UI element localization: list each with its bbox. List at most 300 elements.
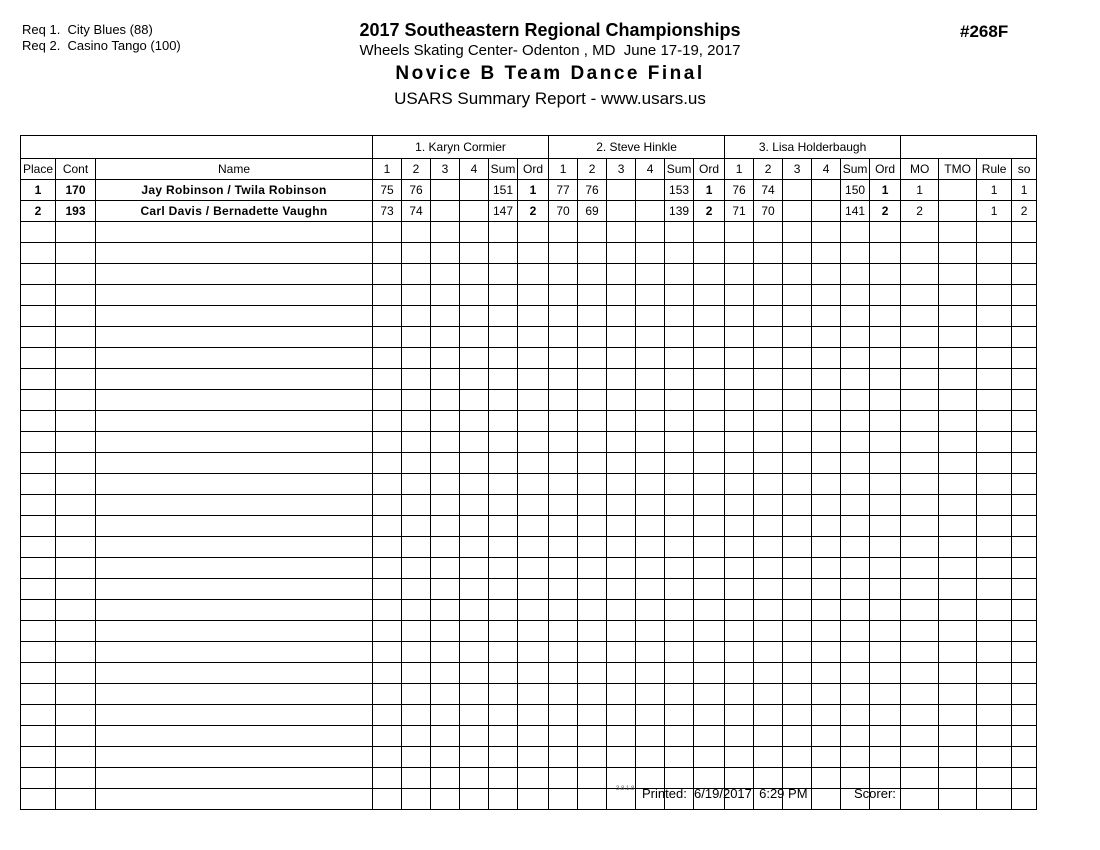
score-cell [754,327,783,348]
score-cell [754,348,783,369]
score-cell [460,390,489,411]
cont-cell [56,579,96,600]
mo-cell [901,663,939,684]
score-cell [402,285,431,306]
cont-cell [56,432,96,453]
score-cell [402,600,431,621]
col-header-3: 3 [607,159,636,180]
ord-cell [694,684,725,705]
score-cell [549,327,578,348]
ord-cell [518,432,549,453]
ord-cell [518,369,549,390]
score-cell [607,663,636,684]
sum-cell: 141 [841,201,870,222]
so-cell [1012,663,1037,684]
sum-cell [489,411,518,432]
score-cell [431,642,460,663]
score-cell [636,537,665,558]
place-cell [21,327,56,348]
score-cell [607,474,636,495]
score-cell [578,264,607,285]
score-cell [636,411,665,432]
ord-cell [694,222,725,243]
sum-cell [489,705,518,726]
score-cell [754,663,783,684]
sum-cell [665,390,694,411]
tmo-cell [939,432,977,453]
mo-cell [901,768,939,789]
score-cell [812,789,841,810]
score-cell [431,495,460,516]
score-cell [783,621,812,642]
empty-row [21,537,1037,558]
col-header-2: 2 [578,159,607,180]
score-cell [783,390,812,411]
score-cell [754,432,783,453]
cont-cell [56,684,96,705]
software-version: 3.8.1.8 [616,786,635,792]
empty-row [21,390,1037,411]
sum-cell [665,432,694,453]
score-cell [725,558,754,579]
score-cell [607,726,636,747]
mo-cell [901,495,939,516]
score-cell [725,348,754,369]
score-cell [373,705,402,726]
ord-cell [870,684,901,705]
ord-cell [694,516,725,537]
score-cell [754,474,783,495]
score-cell [460,663,489,684]
name-cell [96,222,373,243]
sum-cell [489,348,518,369]
event-number: #268F [960,22,1009,41]
score-cell [783,516,812,537]
score-cell [578,516,607,537]
rule-cell [977,537,1012,558]
sum-cell [841,600,870,621]
score-cell [373,600,402,621]
empty-row [21,705,1037,726]
mo-cell [901,726,939,747]
score-cell [725,726,754,747]
col-header-so: so [1012,159,1037,180]
name-cell [96,579,373,600]
cont-cell [56,663,96,684]
score-cell [812,642,841,663]
score-cell [783,411,812,432]
so-cell [1012,537,1037,558]
sum-cell [841,579,870,600]
score-cell [431,180,460,201]
score-cell [812,306,841,327]
ord-cell [694,432,725,453]
tmo-cell [939,390,977,411]
mo-cell [901,264,939,285]
sum-cell [665,348,694,369]
cont-cell [56,558,96,579]
mo-cell [901,222,939,243]
name-cell [96,768,373,789]
score-cell [812,768,841,789]
sum-cell [489,642,518,663]
score-cell [549,285,578,306]
sum-cell [841,558,870,579]
sum-cell [841,621,870,642]
score-cell [783,369,812,390]
so-cell [1012,789,1037,810]
empty-row [21,243,1037,264]
col-header-1: 1 [549,159,578,180]
score-cell [636,579,665,600]
score-cell [431,411,460,432]
empty-row [21,264,1037,285]
score-cell [636,663,665,684]
sum-cell [489,600,518,621]
ord-cell [518,495,549,516]
score-cell [725,684,754,705]
sum-cell [841,327,870,348]
ord-cell: 1 [870,180,901,201]
sum-cell [841,243,870,264]
sum-cell [489,453,518,474]
mo-cell [901,558,939,579]
score-cell [549,348,578,369]
place-cell [21,768,56,789]
so-cell [1012,516,1037,537]
place-cell [21,789,56,810]
score-cell: 69 [578,201,607,222]
score-cell [549,537,578,558]
ord-cell [694,558,725,579]
score-cell [402,495,431,516]
so-cell [1012,621,1037,642]
score-cell [636,327,665,348]
score-cell [812,747,841,768]
tmo-cell [939,621,977,642]
rule-cell [977,327,1012,348]
score-cell [636,243,665,264]
score-cell: 70 [549,201,578,222]
score-cell [636,495,665,516]
place-cell [21,411,56,432]
ord-cell [870,558,901,579]
score-cell [607,327,636,348]
score-cell [578,369,607,390]
score-cell [812,264,841,285]
score-cell [754,600,783,621]
score-cell [431,516,460,537]
score-cell: 76 [402,180,431,201]
ord-cell [694,600,725,621]
mo-cell [901,516,939,537]
rule-cell [977,684,1012,705]
rule-cell [977,579,1012,600]
ord-cell [518,558,549,579]
judge-header-2: 2. Steve Hinkle [549,136,725,159]
score-cell [373,558,402,579]
mo-cell: 2 [901,201,939,222]
place-cell [21,432,56,453]
so-cell [1012,327,1037,348]
score-cell [460,537,489,558]
so-cell [1012,369,1037,390]
page-title: 2017 Southeastern Regional Championships [359,20,741,40]
empty-row [21,579,1037,600]
rule-cell [977,558,1012,579]
sum-cell [489,768,518,789]
empty-row [21,600,1037,621]
empty-row [21,432,1037,453]
sum-cell: 150 [841,180,870,201]
so-cell [1012,558,1037,579]
mo-cell: 1 [901,180,939,201]
printed-timestamp [642,786,808,801]
score-cell [607,453,636,474]
score-cell [578,705,607,726]
sum-cell [665,285,694,306]
score-cell [607,600,636,621]
rule-cell [977,306,1012,327]
score-cell [607,621,636,642]
empty-row [21,621,1037,642]
sum-cell [489,264,518,285]
score-cell [783,579,812,600]
score-cell [431,243,460,264]
score-cell [460,726,489,747]
score-cell [431,327,460,348]
so-cell: 2 [1012,201,1037,222]
score-cell [725,642,754,663]
score-cell [783,747,812,768]
ord-cell [870,600,901,621]
so-cell [1012,495,1037,516]
sum-cell [665,264,694,285]
score-cell [402,684,431,705]
ord-cell [518,306,549,327]
score-cell [431,558,460,579]
score-cell [812,474,841,495]
score-cell [373,327,402,348]
score-cell [578,642,607,663]
score-cell [636,621,665,642]
score-cell [578,684,607,705]
name-cell [96,684,373,705]
score-cell [578,327,607,348]
score-cell [402,726,431,747]
score-cell [636,222,665,243]
tmo-cell [939,285,977,306]
col-header-sum: Sum [665,159,694,180]
score-cell [402,411,431,432]
cont-cell [56,411,96,432]
name-cell [96,285,373,306]
name-cell [96,348,373,369]
score-cell [607,432,636,453]
sum-cell [841,348,870,369]
score-cell [725,390,754,411]
score-cell [549,768,578,789]
sum-cell [841,264,870,285]
score-cell [402,432,431,453]
score-cell [725,432,754,453]
mo-cell [901,747,939,768]
venue-line: Wheels Skating Center- Odenton , MD June 17-19, 2017 [359,42,741,59]
empty-row [21,348,1037,369]
col-header-4: 4 [812,159,841,180]
scorer-label: Scorer: [854,786,896,801]
col-header-ord: Ord [518,159,549,180]
tmo-cell [939,726,977,747]
ord-cell [518,348,549,369]
mo-cell [901,600,939,621]
sum-cell [489,369,518,390]
sum-cell [665,621,694,642]
empty-row [21,684,1037,705]
score-cell [373,453,402,474]
score-cell [549,411,578,432]
col-header-cont: Cont [56,159,96,180]
score-cell [725,327,754,348]
score-cell [725,222,754,243]
rule-cell [977,663,1012,684]
score-cell [402,537,431,558]
cont-cell [56,705,96,726]
sum-cell [665,516,694,537]
sum-cell [489,537,518,558]
place-cell [21,348,56,369]
sum-cell [665,705,694,726]
score-cell [402,327,431,348]
score-cell [402,222,431,243]
sum-cell [841,222,870,243]
score-cell [607,201,636,222]
ord-cell [518,453,549,474]
sum-cell [489,432,518,453]
score-cell [754,411,783,432]
ord-cell [870,621,901,642]
score-cell [431,369,460,390]
score-cell [607,243,636,264]
score-cell [460,516,489,537]
score-cell [812,285,841,306]
tmo-cell [939,789,977,810]
score-cell [725,411,754,432]
so-cell [1012,264,1037,285]
column-header-row [21,159,1037,180]
cont-cell [56,306,96,327]
ord-cell [870,306,901,327]
sum-cell [489,243,518,264]
score-cell [636,684,665,705]
score-cell [460,222,489,243]
ord-cell [870,474,901,495]
score-cell [636,600,665,621]
col-header-place: Place [21,159,56,180]
tmo-cell [939,516,977,537]
sum-cell [665,222,694,243]
sum-cell [841,390,870,411]
ord-cell [870,579,901,600]
ord-cell [518,537,549,558]
ord-cell [870,411,901,432]
score-cell [402,453,431,474]
ord-cell [518,516,549,537]
ord-cell [694,327,725,348]
col-header-mo: MO [901,159,939,180]
ord-cell [518,222,549,243]
ord-cell [870,327,901,348]
score-cell [578,390,607,411]
mo-cell [901,243,939,264]
sum-cell [841,432,870,453]
place-cell [21,600,56,621]
score-cell: 73 [373,201,402,222]
name-cell: Carl Davis / Bernadette Vaughn [96,201,373,222]
score-cell [373,684,402,705]
sum-cell [841,684,870,705]
ord-cell [870,222,901,243]
score-cell [725,516,754,537]
name-cell [96,600,373,621]
score-cell [431,222,460,243]
score-cell [549,579,578,600]
score-cell: 77 [549,180,578,201]
score-cell: 71 [725,201,754,222]
sum-cell [841,411,870,432]
empty-row [21,285,1037,306]
tmo-cell [939,243,977,264]
tmo-cell [939,201,977,222]
score-cell [373,474,402,495]
col-header-ord: Ord [694,159,725,180]
tmo-cell [939,222,977,243]
score-cell [783,327,812,348]
name-cell [96,390,373,411]
ord-cell [694,390,725,411]
score-cell [636,705,665,726]
score-cell [578,474,607,495]
ord-cell [870,243,901,264]
score-cell [578,726,607,747]
mo-cell [901,537,939,558]
score-cell [578,432,607,453]
mo-cell [901,789,939,810]
mo-cell [901,285,939,306]
score-cell [725,705,754,726]
so-cell [1012,579,1037,600]
cont-cell [56,453,96,474]
score-cell [402,369,431,390]
sum-cell: 147 [489,201,518,222]
ord-cell [870,348,901,369]
score-cell [812,348,841,369]
empty-row [21,474,1037,495]
place-cell [21,285,56,306]
sum-cell [489,726,518,747]
score-cell [373,348,402,369]
score-cell [460,768,489,789]
ord-cell [518,411,549,432]
name-cell [96,558,373,579]
score-cell [812,558,841,579]
score-cell [725,285,754,306]
empty-row [21,747,1037,768]
score-cell [549,663,578,684]
place-cell [21,495,56,516]
score-cell [373,768,402,789]
score-cell [725,453,754,474]
